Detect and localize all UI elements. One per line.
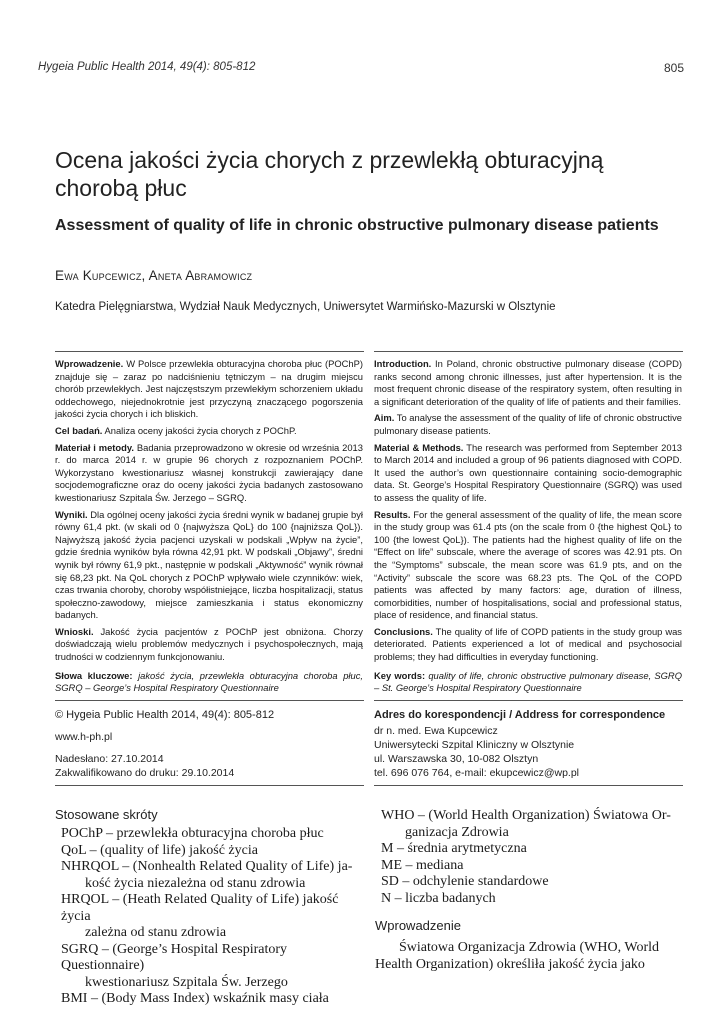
abstract-pl-section	[55, 358, 363, 421]
abbreviations-list-left	[61, 826, 367, 1008]
abstract-pl-section	[55, 626, 363, 664]
authors: Ewa Kupcewicz, Aneta Abramowicz	[55, 268, 253, 283]
abstract-pl-section-text: Badania przeprowadzono w okresie od września 2013 r. do marca 2014 r. w grupie 96 chorych z rozpoznaniem POChP. Wykorzystano kwestionariusz własnej konstrukcji zawierający dane socjodemograficzne oraz do oceny jakości życia badanych zastosowano kwestionariusz Szpitala Św. Jerzego – SGRQ.	[55, 441, 363, 503]
correspondence-street: ul. Warszawska 30, 10-082 Olsztyn	[374, 753, 539, 765]
abstract-pl-section	[55, 425, 363, 438]
correspondence-institution: Uniwersytecki Szpital Kliniczny w Olsztynie	[374, 739, 575, 751]
affiliation: Katedra Pielęgniarstwa, Wydział Nauk Medycznych, Uniwersytet Warmińsko-Mazurski w Olsztynie	[55, 301, 556, 313]
abstract-en-section-text: The research was performed from September 2013 to March 2014 and included a group of 96 patients diagnosed with COPD. It used the author’s own questionnaire containing socio-demographic data. St. George’s Hospital Respiratory Questionnaire (SGRQ) was used to assess the quality of life.	[374, 441, 682, 503]
abstract-english	[374, 358, 682, 699]
article-subtitle-en: Assessment of quality of life in chronic obstructive pulmonary disease patients	[55, 217, 659, 234]
accepted-date: Zakwalifikowano do druku: 29.10.2014	[55, 767, 235, 779]
abstract-pl-section-label: Cel badań.	[55, 424, 103, 436]
abstract-en-section	[374, 442, 682, 505]
abstract-en-keywords-label: Key words:	[374, 669, 426, 681]
abstract-en-section	[374, 509, 682, 622]
section-heading-introduction: Wprowadzenie	[375, 918, 461, 933]
copyright: © Hygeia Public Health 2014, 49(4): 805-812	[55, 709, 275, 721]
abstract-bottom-rule-right	[374, 700, 683, 701]
abstract-en-section-label: Results.	[374, 508, 411, 520]
abbreviations-list-right	[381, 808, 687, 907]
abstract-pl-section-label: Wyniki.	[55, 508, 88, 520]
correspondence-contact: tel. 696 076 764, e-mail: ekupcewicz@wp.pl	[374, 767, 580, 779]
abstract-pl-section-label: Wnioski.	[55, 625, 94, 637]
abstract-pl-section-text: Analiza oceny jakości życia chorych z POChP.	[102, 424, 297, 436]
introduction-paragraph	[375, 940, 683, 973]
abbreviation-line: WHO – (World Health Organization) Światowa Or-	[381, 808, 671, 823]
publication-meta	[55, 708, 364, 780]
abbreviation-line: SGRQ – (George’s Hospital Respiratory Questionnaire)	[61, 941, 288, 973]
meta-bottom-rule-right	[374, 785, 683, 786]
abstract-top-rule-right	[374, 351, 683, 352]
page-number: 805	[663, 61, 684, 75]
abstract-pl-section	[55, 509, 363, 622]
abbreviation-line: QoL – (quality of life) jakość życia	[61, 842, 258, 858]
abstract-en-keywords	[374, 670, 682, 695]
abstract-en-section-text: In Poland, chronic obstructive pulmonary disease (COPD) ranks second among chronic illnesses, just after hypertension. It is the most frequent chronic disease of the respiratory system, often resulting in a significant deterioration of the quality of life of patients and their families.	[374, 358, 682, 407]
abbreviation-line: BMI – (Body Mass Index) wskaźnik masy ciała	[61, 991, 329, 1006]
abstract-polish	[55, 358, 363, 699]
abbreviation-line: kość życia niezależna od stanu zdrowia	[85, 875, 306, 891]
abbreviation-line: M – średnia arytmetyczna	[381, 841, 527, 856]
title-line-2: chorobą płuc	[55, 175, 187, 201]
abstract-en-section-text: For the general assessment of the quality of life, the mean score in the study group was 61.4 pts (on the scale from 0 {the highest QoL} to 100 {the lowest QoL}). The patients had the highest quality of life on the “Effect on life” subscale, where the average of scores was 42.91 pts. On the “Symptoms” subscale, the mean score was 61.9 pts, and on the “Activity” subscale the score was 68.23 pts. The QoL of the COPD patients was affected by many factors: age, duration of illness, comorbidities, number of hospitalisations, social and professional status, place of residence, and financial status.	[374, 508, 682, 621]
abstract-pl-section-label: Wprowadzenie.	[55, 358, 124, 369]
intro-line-2: Health Organization) określiła jakość życia jako	[375, 956, 645, 972]
abstract-en-section-text: To analyse the assessment of the quality of life of chronic obstructive pulmonary disease patients.	[374, 412, 682, 436]
abbreviation-line: kwestionariusz Szpitala Św. Jerzego	[85, 974, 288, 990]
abbreviation-line: POChP – przewlekła obturacyjna choroba płuc	[61, 826, 324, 841]
abstract-pl-keywords	[55, 670, 363, 695]
abbreviation-line: N – liczba badanych	[381, 890, 496, 906]
abstract-top-rule-left	[55, 351, 364, 352]
correspondence-heading: Adres do korespondencji / Address for correspondence	[374, 709, 666, 721]
abstract-pl-keywords-text: jakość życia, przewlekła obturacyjna choroba płuc, SGRQ – George’s Hospital Respiratory Questionnaire	[55, 669, 363, 694]
received-date: Nadesłano: 27.10.2014	[55, 753, 164, 765]
abbreviation-line: HRQOL – (Heath Related Quality of Life) jakość życia	[61, 892, 339, 924]
article-title	[55, 146, 675, 202]
abstract-en-section	[374, 358, 682, 408]
title-line-1: Ocena jakości życia chorych z przewlekłą obturacyjną	[55, 147, 604, 173]
abstract-en-section-text: The quality of life of COPD patients in the study group was deteriorated. Patients experienced a lot of medical and psychosocial problems; they had difficulties in everyday functioning.	[374, 625, 682, 663]
abbreviations-heading: Stosowane skróty	[55, 807, 158, 822]
abstract-en-section	[374, 626, 682, 664]
abstract-en-section-label: Aim.	[374, 412, 395, 424]
correspondence-block	[374, 708, 683, 780]
abbreviation-line: ganizacja Zdrowia	[405, 824, 509, 840]
abstract-en-section-label: Material & Methods.	[374, 441, 464, 453]
abstract-en-section	[374, 412, 682, 437]
abstract-bottom-rule-left	[55, 700, 364, 701]
abstract-pl-section-text: W Polsce przewlekła obturacyjna choroba płuc (POChP) znajduje się – zaraz po nadciśnieniu tętniczym – na drugim miejscu chorób przewlekłych. Jest najczęstszym przewlekłym schorzeniem układu oddechowego, niejednokrotnie jest przyczyną znaczącego pogorszenia jakości życia chorych i ich bliskich.	[55, 358, 363, 420]
abstract-pl-keywords-label: Słowa kluczowe:	[55, 669, 133, 681]
abstract-en-section-label: Introduction.	[374, 358, 432, 369]
abbreviation-line: NHRQOL – (Nonhealth Related Quality of Life) ja-	[61, 859, 353, 874]
meta-bottom-rule-left	[55, 785, 364, 786]
abstract-pl-section-text: Dla ogólnej oceny jakości życia średni wynik w badanej grupie był równy 61,4 pkt. (w skali od 0 {najwyższa QoL} do 100 {najniższa QoL}). Najwyższą jakość życia pacjenci uzyskali w podskali „Wpływ na życie”, gdzie średnia wyników była równa 42,91 pkt. W podskali „Objawy”, średni wynik był równy 61,9 pkt., następnie w podskali „Aktywność” wynik równał się 68,23 pkt. Na QoL chorych z POChP wpływało wiele czynników: wiek, czas trwania choroby, choroby współistniejące, liczba hospitalizacji, status społeczno-zawodowy, miejsce zamieszkania i status ekonomiczny badanych.	[55, 508, 363, 621]
running-header-journal: Hygeia Public Health 2014, 49(4): 805-812	[38, 61, 256, 73]
abbreviation-line: SD – odchylenie standardowe	[381, 874, 549, 889]
abstract-en-keywords-text: quality of life, chronic obstructive pulmonary disease, SGRQ – St. George’s Hospital Respiratory Questionnaire	[374, 669, 682, 694]
intro-line-1: Światowa Organizacja Zdrowia (WHO, World	[399, 940, 659, 955]
abstract-en-section-label: Conclusions.	[374, 625, 433, 637]
abbreviation-line: ME – mediana	[381, 857, 464, 873]
abstract-pl-section-text: Jakość życia pacjentów z POChP jest obniżona. Chorzy doświadczają wielu problemów medycznych i psychospołecznych, mają trudności w codziennym funkcjonowaniu.	[55, 625, 363, 663]
correspondence-name: dr n. med. Ewa Kupcewicz	[374, 725, 498, 737]
abstract-pl-section	[55, 442, 363, 505]
abbreviation-line: zależna od stanu zdrowia	[85, 925, 227, 940]
website: www.h-ph.pl	[55, 731, 113, 743]
abstract-pl-section-label: Materiał i metody.	[55, 441, 134, 453]
